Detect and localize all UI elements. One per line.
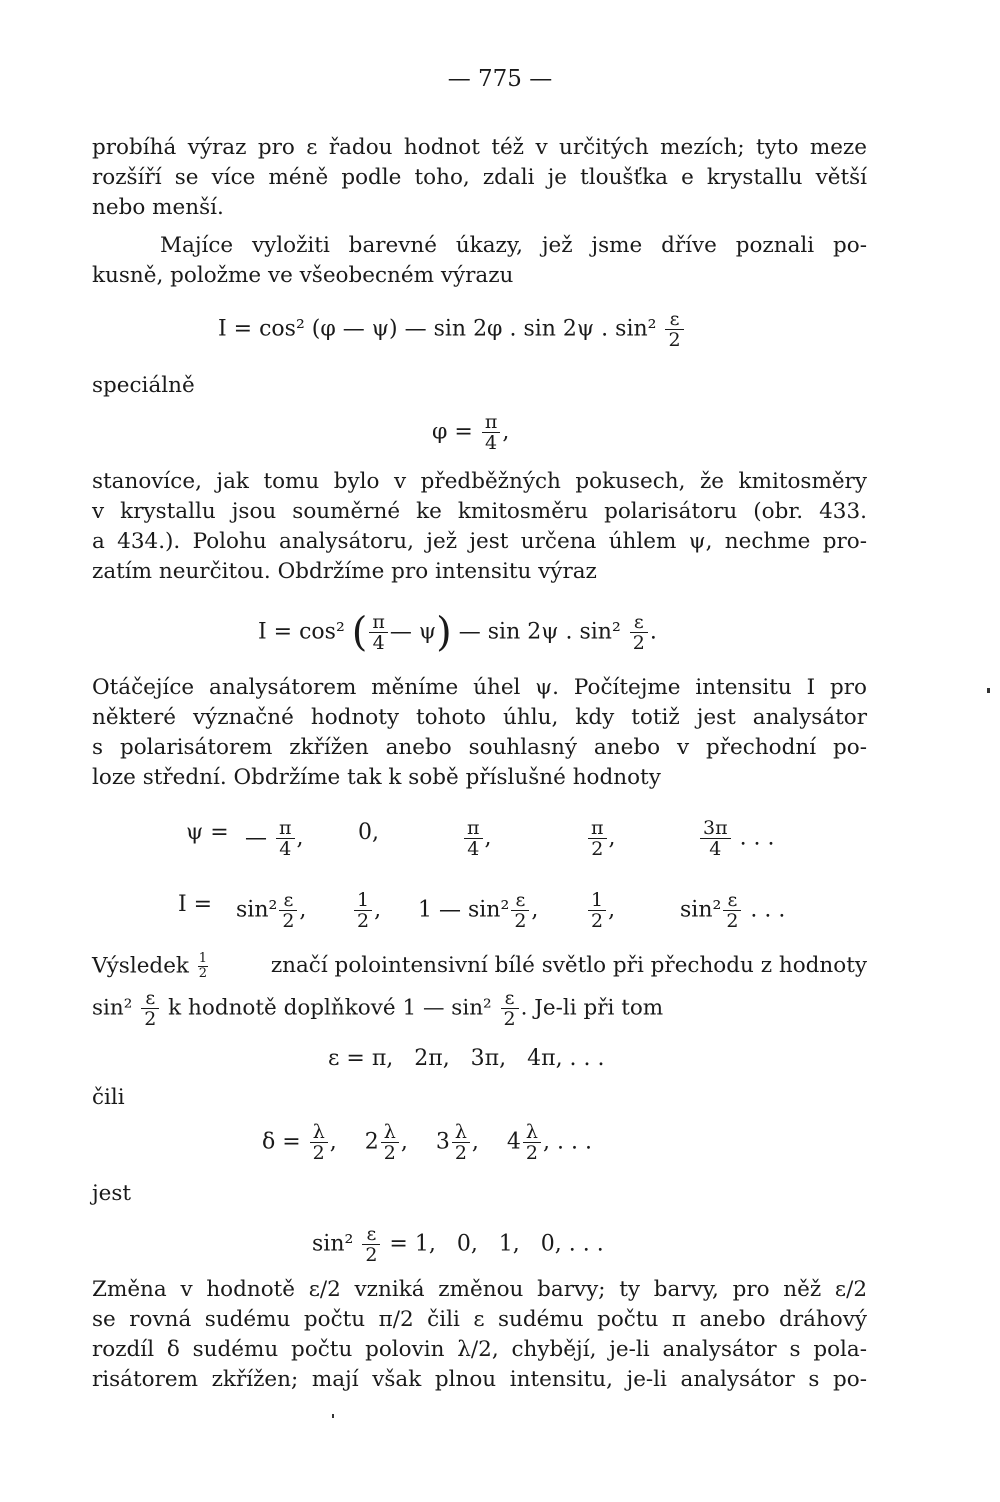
text-line bbox=[92, 988, 867, 1029]
psi-value bbox=[462, 818, 492, 859]
label-specialne: speciálně bbox=[92, 373, 195, 398]
text-line: a 434.). Polohu analysátoru, jež jest určena úhlem ψ, nechme pro- bbox=[92, 529, 867, 554]
print-speck bbox=[332, 1414, 334, 1418]
fraction-denominator: 4 bbox=[709, 838, 722, 860]
fraction-numerator: λ bbox=[381, 1122, 399, 1143]
text-line: loze střední. Obdržíme tak k sobě příslušné hodnoty bbox=[92, 765, 661, 790]
intensity-row-label: I = bbox=[178, 892, 213, 917]
psi-value: 0, bbox=[358, 820, 379, 845]
separator: , bbox=[374, 897, 382, 923]
fraction-numerator: 1 bbox=[588, 890, 606, 911]
paren-close: ) bbox=[436, 609, 452, 656]
text-line: Majíce vyložiti barevné úkazy, jež jsme dříve poznali po- bbox=[160, 233, 867, 258]
separator: , bbox=[484, 825, 492, 851]
separator: , bbox=[400, 1129, 408, 1155]
intensity-value bbox=[586, 890, 615, 931]
separator: , bbox=[531, 897, 539, 923]
separator: , bbox=[608, 897, 616, 923]
fraction-numerator: π bbox=[369, 612, 388, 633]
equation-intensity-special bbox=[258, 609, 657, 656]
fraction-denominator: 2 bbox=[514, 910, 527, 932]
fraction-numerator: π bbox=[464, 818, 483, 839]
coefficient: 3 bbox=[435, 1129, 450, 1155]
fraction-numerator: 1 bbox=[354, 890, 372, 911]
text-line: Otáčejíce analysátorem měníme úhel ψ. Počítejme intensitu I pro bbox=[92, 675, 867, 700]
fraction bbox=[464, 818, 483, 859]
fraction-denominator: 2 bbox=[365, 1244, 378, 1266]
fraction-lambda-half bbox=[310, 1122, 328, 1163]
fraction-denominator: 4 bbox=[279, 838, 292, 860]
print-speck bbox=[987, 688, 990, 693]
equation-lhs: I = cos² bbox=[258, 619, 345, 645]
equation-term: — sin 2ψ . sin² bbox=[458, 619, 621, 645]
fraction-denominator: 4 bbox=[467, 838, 480, 860]
text-run: . Je-li při tom bbox=[520, 995, 664, 1021]
fraction bbox=[723, 890, 741, 931]
fraction-numerator: 1 bbox=[198, 951, 208, 966]
fraction-denominator: 2 bbox=[357, 910, 370, 932]
psi-value bbox=[698, 818, 775, 859]
text-line: nebo menší. bbox=[92, 195, 224, 220]
fraction-denominator: 2 bbox=[383, 1142, 396, 1164]
fraction-epsilon-half bbox=[630, 612, 648, 653]
fraction bbox=[700, 818, 731, 859]
intensity-value bbox=[236, 890, 306, 931]
text-line: v krystallu jsou souměrné ke kmitosměru polarisátoru (obr. 433. bbox=[92, 499, 867, 524]
fraction-lambda-half bbox=[452, 1122, 470, 1163]
fraction bbox=[588, 818, 607, 859]
fraction-numerator: λ bbox=[452, 1122, 470, 1143]
intensity-value bbox=[680, 890, 785, 931]
fraction-numerator: π bbox=[276, 818, 295, 839]
text-line: některé význačné hodnoty tohoto úhlu, kdy totiž jest analysátor bbox=[92, 705, 867, 730]
text-line: rozdíl δ sudému počtu polovin λ/2, chybějí, je-li analysátor s pola- bbox=[92, 1337, 867, 1362]
fraction-numerator: ε bbox=[362, 1224, 380, 1245]
equation-term: — ψ bbox=[389, 619, 437, 645]
equation-tail: . bbox=[649, 619, 657, 645]
equation-lhs: sin² bbox=[312, 1231, 354, 1257]
fraction-denominator: 2 bbox=[726, 910, 739, 932]
text-line bbox=[92, 952, 867, 981]
text-line: risátorem zkřížen; mají však plnou intensitu, je-li analysátor s po- bbox=[92, 1367, 867, 1392]
fraction-pi-quarter bbox=[369, 612, 388, 653]
fraction-numerator: ε bbox=[501, 988, 519, 1009]
equation-lhs: φ = bbox=[432, 419, 473, 445]
fraction-denominator: 2 bbox=[198, 966, 208, 981]
page-number: — 775 — bbox=[447, 66, 553, 92]
text-line: se rovná sudému počtu π/2 čili ε sudému počtu π anebo dráhový bbox=[92, 1307, 867, 1332]
text-line: stanovíce, jak tomu bylo v předběžných pokusech, že kmitosměry bbox=[92, 469, 867, 494]
fraction-lambda-half bbox=[523, 1122, 541, 1163]
fraction-half bbox=[198, 952, 208, 981]
fraction-pi-quarter bbox=[482, 412, 501, 453]
separator: . . . bbox=[732, 825, 775, 851]
psi-value bbox=[586, 818, 616, 859]
coefficient: 4 bbox=[506, 1129, 521, 1155]
fraction-numerator: ε bbox=[511, 890, 529, 911]
fraction-denominator: 2 bbox=[282, 910, 295, 932]
fraction-numerator: ε bbox=[141, 988, 159, 1009]
equation-sin-values bbox=[312, 1224, 604, 1265]
coefficient: 2 bbox=[364, 1129, 379, 1155]
fraction bbox=[511, 890, 529, 931]
text-run bbox=[92, 952, 210, 981]
label-cili: čili bbox=[92, 1085, 125, 1110]
fraction-denominator: 4 bbox=[485, 432, 498, 454]
separator: , bbox=[299, 897, 307, 923]
fraction-epsilon-half bbox=[501, 988, 519, 1029]
fraction-numerator: ε bbox=[723, 890, 741, 911]
text-line: probíhá výraz pro ε řadou hodnot též v určitých mezích; tyto meze bbox=[92, 135, 867, 160]
label-jest: jest bbox=[92, 1181, 132, 1206]
separator: , bbox=[329, 1129, 337, 1155]
separator: , bbox=[608, 825, 616, 851]
fraction bbox=[279, 890, 297, 931]
separator: , bbox=[471, 1129, 479, 1155]
fraction bbox=[354, 890, 372, 931]
term: sin² bbox=[680, 897, 722, 923]
equation-delta-values bbox=[262, 1122, 592, 1163]
fraction bbox=[276, 818, 295, 859]
fraction-numerator: ε bbox=[630, 612, 648, 633]
fraction-numerator: ε bbox=[279, 890, 297, 911]
fraction-numerator: λ bbox=[310, 1122, 328, 1143]
fraction-denominator: 2 bbox=[591, 838, 604, 860]
text-run: Výsledek bbox=[92, 953, 189, 979]
fraction-denominator: 4 bbox=[372, 632, 385, 654]
equation-lhs: δ = bbox=[262, 1129, 301, 1155]
psi-row-label: ψ = bbox=[186, 820, 229, 845]
fraction-numerator: π bbox=[482, 412, 501, 433]
term: sin² bbox=[236, 897, 278, 923]
intensity-value bbox=[418, 890, 538, 931]
equation-phi bbox=[432, 412, 509, 453]
equation-tail: , bbox=[502, 419, 510, 445]
text-line: s polarisátorem zkřížen anebo souhlasný anebo v přechodní po- bbox=[92, 735, 867, 760]
text-line: kusně, položme ve všeobecném výrazu bbox=[92, 263, 514, 288]
equation-epsilon-values: ε = π, 2π, 3π, 4π, . . . bbox=[328, 1046, 605, 1071]
equation-rhs: = 1, 0, 1, 0, . . . bbox=[389, 1231, 604, 1257]
psi-value bbox=[245, 818, 304, 859]
text-line: Změna v hodnotě ε/2 vzniká změnou barvy; ty barvy, pro něž ε/2 bbox=[92, 1277, 867, 1302]
fraction bbox=[588, 890, 606, 931]
fraction-denominator: 2 bbox=[454, 1142, 467, 1164]
text-run: k hodnotě doplňkové 1 — sin² bbox=[168, 995, 492, 1021]
sign: — bbox=[245, 825, 267, 851]
term: 1 — sin² bbox=[418, 897, 510, 923]
fraction-numerator: λ bbox=[523, 1122, 541, 1143]
separator: . . . bbox=[743, 897, 786, 923]
equation-intensity-general bbox=[218, 309, 686, 350]
fraction-denominator: 2 bbox=[144, 1008, 157, 1030]
text-run: značí polointensivní bílé světlo při přechodu z hodnoty bbox=[270, 953, 867, 978]
text-line: rozšíří se více méně podle toho, zdali je tloušťka e krystallu větší bbox=[92, 165, 867, 190]
text-run: sin² bbox=[92, 995, 133, 1021]
fraction-numerator: 3π bbox=[700, 818, 731, 839]
fraction-epsilon-half bbox=[141, 988, 159, 1029]
fraction-denominator: 2 bbox=[525, 1142, 538, 1164]
fraction-lambda-half bbox=[381, 1122, 399, 1163]
text-line: zatím neurčitou. Obdržíme pro intensitu výraz bbox=[92, 559, 597, 584]
fraction-denominator: 2 bbox=[312, 1142, 325, 1164]
intensity-value bbox=[352, 890, 381, 931]
fraction-numerator: π bbox=[588, 818, 607, 839]
fraction-denominator: 2 bbox=[632, 632, 645, 654]
equation-lhs: I = cos² (φ — ψ) — sin 2φ . sin 2ψ . sin² bbox=[218, 316, 657, 342]
separator: , bbox=[296, 825, 304, 851]
paren-open: ( bbox=[351, 609, 368, 656]
fraction-denominator: 2 bbox=[591, 910, 604, 932]
fraction-epsilon-half bbox=[362, 1224, 380, 1265]
fraction-denominator: 2 bbox=[668, 329, 681, 351]
separator: , . . . bbox=[543, 1129, 592, 1155]
fraction-numerator: ε bbox=[665, 309, 683, 330]
fraction-epsilon-half bbox=[665, 309, 683, 350]
fraction-denominator: 2 bbox=[503, 1008, 516, 1030]
